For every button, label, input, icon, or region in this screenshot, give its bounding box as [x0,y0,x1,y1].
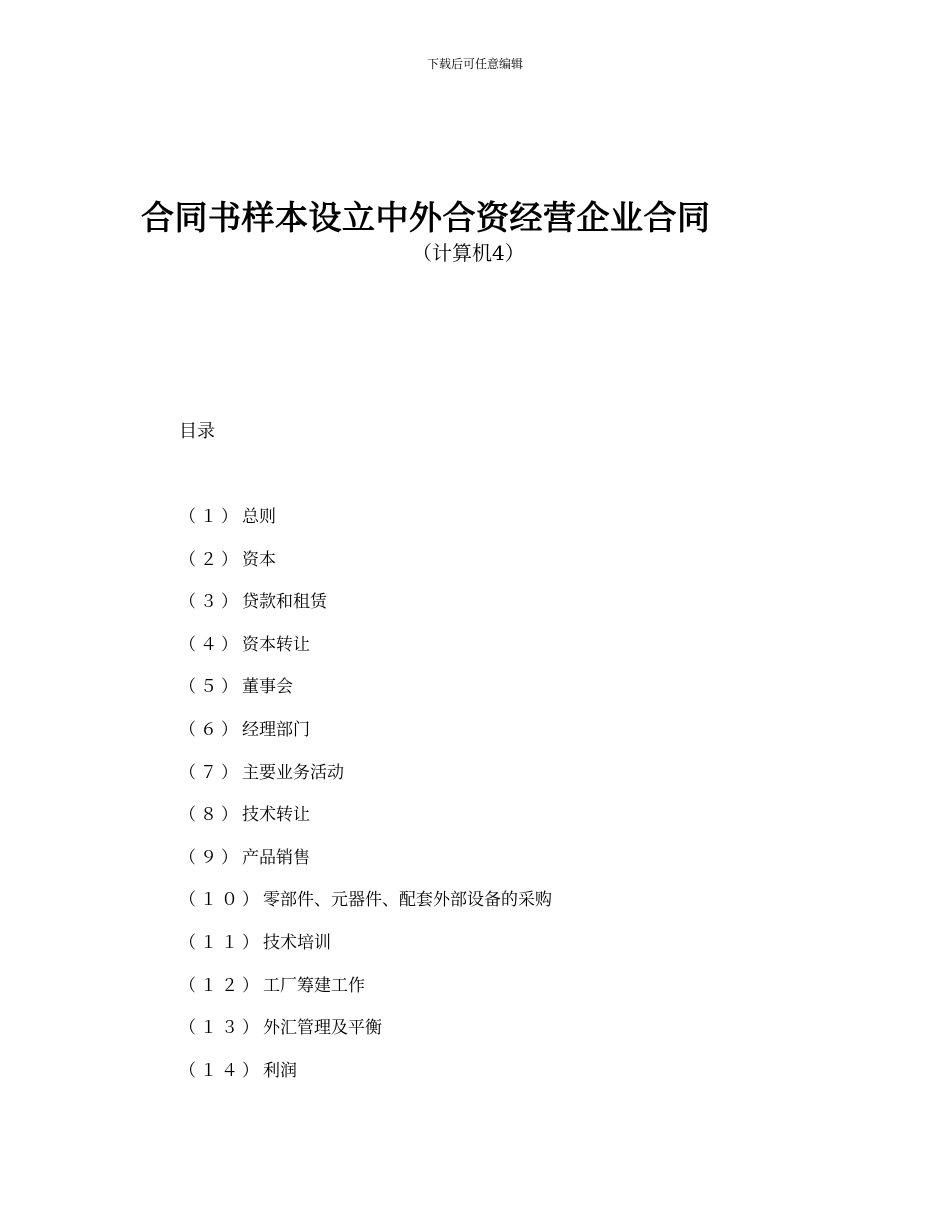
toc-item-3 [179,591,552,634]
document-title: 合同书样本设立中外合资经营企业合同 [141,198,711,237]
toc-item-number: （３） [179,592,242,613]
toc-item-13 [179,1017,552,1060]
toc-item-12 [179,975,552,1018]
toc-item-7 [179,762,552,805]
toc-item-label: 利润 [263,1060,297,1081]
toc-item-number: （７） [179,762,242,783]
toc-item-number: （１０） [179,890,263,911]
toc-item-label: 零部件、元器件、配套外部设备的采购 [263,890,552,911]
toc-item-number: （１） [179,507,242,527]
toc-item-label: 经理部门 [242,719,310,740]
toc-item-14 [179,1060,552,1103]
toc-item-label: 技术培训 [263,932,331,953]
toc-item-label: 贷款和租赁 [242,592,327,613]
toc-item-label: 产品销售 [242,847,310,868]
toc-item-number: （６） [179,719,242,740]
toc-item-number: （１２） [179,975,263,996]
toc-item-label: 资本 [242,549,276,570]
toc-item-label: 外汇管理及平衡 [263,1018,382,1039]
toc-item-5 [179,676,552,719]
toc-item-8 [179,804,552,847]
toc-item-10 [179,889,552,932]
toc-item-number: （１１） [179,932,263,953]
toc-item-label: 资本转让 [242,634,310,655]
toc-item-label: 总则 [242,507,276,527]
toc-item-number: （９） [179,847,242,868]
toc-item-label: 工厂筹建工作 [263,975,365,996]
toc-item-4 [179,634,552,677]
toc-item-number: （４） [179,634,242,655]
toc-item-number: （５） [179,677,242,698]
toc-item-1 [179,506,552,549]
toc-heading: 目录 [179,421,215,442]
document-subtitle: （计算机4） [412,241,525,265]
toc-item-label: 技术转让 [242,805,310,826]
toc-item-number: （８） [179,805,242,826]
toc-item-number: （２） [179,549,242,570]
toc-item-number: （１３） [179,1018,263,1039]
toc-item-11 [179,932,552,975]
toc-item-label: 主要业务活动 [242,762,344,783]
toc-item-9 [179,847,552,890]
toc-list [179,506,552,1102]
toc-item-number: （１４） [179,1060,263,1081]
header-note: 下载后可任意编辑 [426,57,523,71]
toc-item-2 [179,549,552,592]
toc-item-label: 董事会 [242,677,293,698]
toc-item-6 [179,719,552,762]
